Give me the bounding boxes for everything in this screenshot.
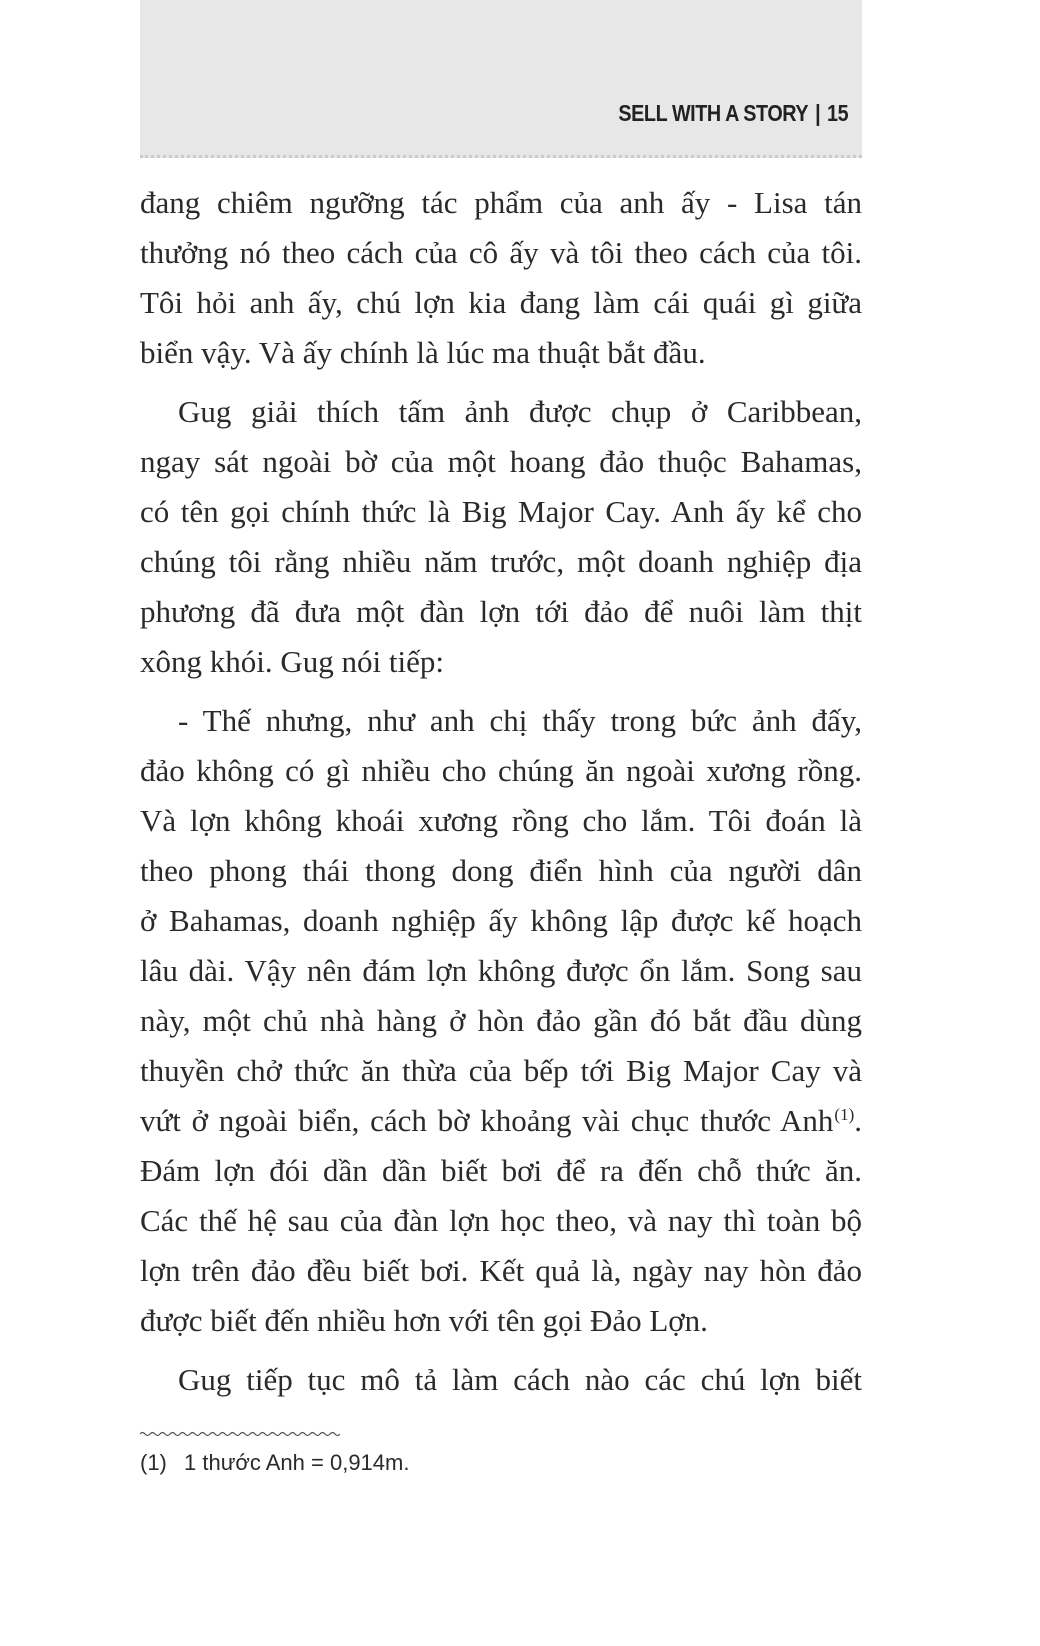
text-line: lợn trên đảo đều biết bơi. Kết quả là, ngày nay hòn đảo bbox=[140, 1253, 862, 1288]
text-line: xông khói. Gug nói tiếp: bbox=[140, 644, 444, 679]
text-line: phương đã đưa một đàn lợn tới đảo để nuôi làm thịt bbox=[140, 594, 862, 629]
line-text: vứt ở ngoài biển, cách bờ khoảng vài chục thước Anh bbox=[140, 1103, 834, 1138]
text-line: lâu dài. Vậy nên đám lợn không được ổn lắm. Song sau bbox=[140, 953, 862, 988]
text-line: Các thế hệ sau của đàn lợn học theo, và nay thì toàn bộ bbox=[140, 1203, 862, 1238]
running-head-text bbox=[618, 100, 848, 127]
footnote-reference[interactable]: (1) bbox=[834, 1104, 855, 1124]
text-line: Và lợn không khoái xương rồng cho lắm. Tôi đoán là bbox=[140, 803, 862, 838]
sentence-period: . bbox=[854, 1103, 862, 1138]
text-line: biển vậy. Và ấy chính là lúc ma thuật bắt đầu. bbox=[140, 335, 706, 370]
text-line: thưởng nó theo cách của cô ấy và tôi theo cách của tôi. bbox=[140, 235, 862, 270]
footnote-separator bbox=[140, 1431, 340, 1437]
text-line: ở Bahamas, doanh nghiệp ấy không lập được kế hoạch bbox=[140, 903, 862, 938]
header-separator: | bbox=[814, 100, 820, 126]
page-number: 15 bbox=[826, 100, 848, 126]
running-header bbox=[140, 0, 862, 158]
text-line: được biết đến nhiều hơn với tên gọi Đảo Lợn. bbox=[140, 1303, 708, 1338]
text-line: theo phong thái thong dong điển hình của người dân bbox=[140, 853, 862, 888]
text-line: Gug tiếp tục mô tả làm cách nào các chú lợn biết bbox=[178, 1362, 862, 1397]
body-text bbox=[140, 178, 862, 1405]
paragraph-gap bbox=[140, 378, 862, 387]
text-line: Đám lợn đói dần dần biết bơi để ra đến chỗ thức ăn. bbox=[140, 1153, 862, 1188]
paragraph-gap bbox=[140, 687, 862, 696]
footnote bbox=[140, 1450, 409, 1476]
text-line: - Thế nhưng, như anh chị thấy trong bức ảnh đấy, bbox=[178, 703, 862, 738]
paragraph-gap bbox=[140, 1346, 862, 1355]
footnote-number: (1) bbox=[140, 1450, 167, 1475]
footnote-text: 1 thước Anh = 0,914m. bbox=[184, 1450, 410, 1475]
text-line: Gug giải thích tấm ảnh được chụp ở Caribbean, bbox=[178, 394, 862, 429]
text-line: Tôi hỏi anh ấy, chú lợn kia đang làm cái quái gì giữa bbox=[140, 285, 862, 320]
text-line: đang chiêm ngưỡng tác phẩm của anh ấy - Lisa tán bbox=[140, 185, 862, 220]
book-title: SELL WITH A STORY bbox=[618, 100, 808, 126]
text-line: ngay sát ngoài bờ của một hoang đảo thuộc Bahamas, bbox=[140, 444, 862, 479]
text-line: này, một chủ nhà hàng ở hòn đảo gần đó bắt đầu dùng bbox=[140, 1003, 862, 1038]
text-line: thuyền chở thức ăn thừa của bếp tới Big Major Cay và bbox=[140, 1053, 862, 1088]
text-line: chúng tôi rằng nhiều năm trước, một doanh nghiệp địa bbox=[140, 544, 862, 579]
text-line: đảo không có gì nhiều cho chúng ăn ngoài xương rồng. bbox=[140, 753, 862, 788]
text-line-with-footnote bbox=[140, 1096, 862, 1146]
text-line: có tên gọi chính thức là Big Major Cay. Anh ấy kể cho bbox=[140, 494, 862, 529]
